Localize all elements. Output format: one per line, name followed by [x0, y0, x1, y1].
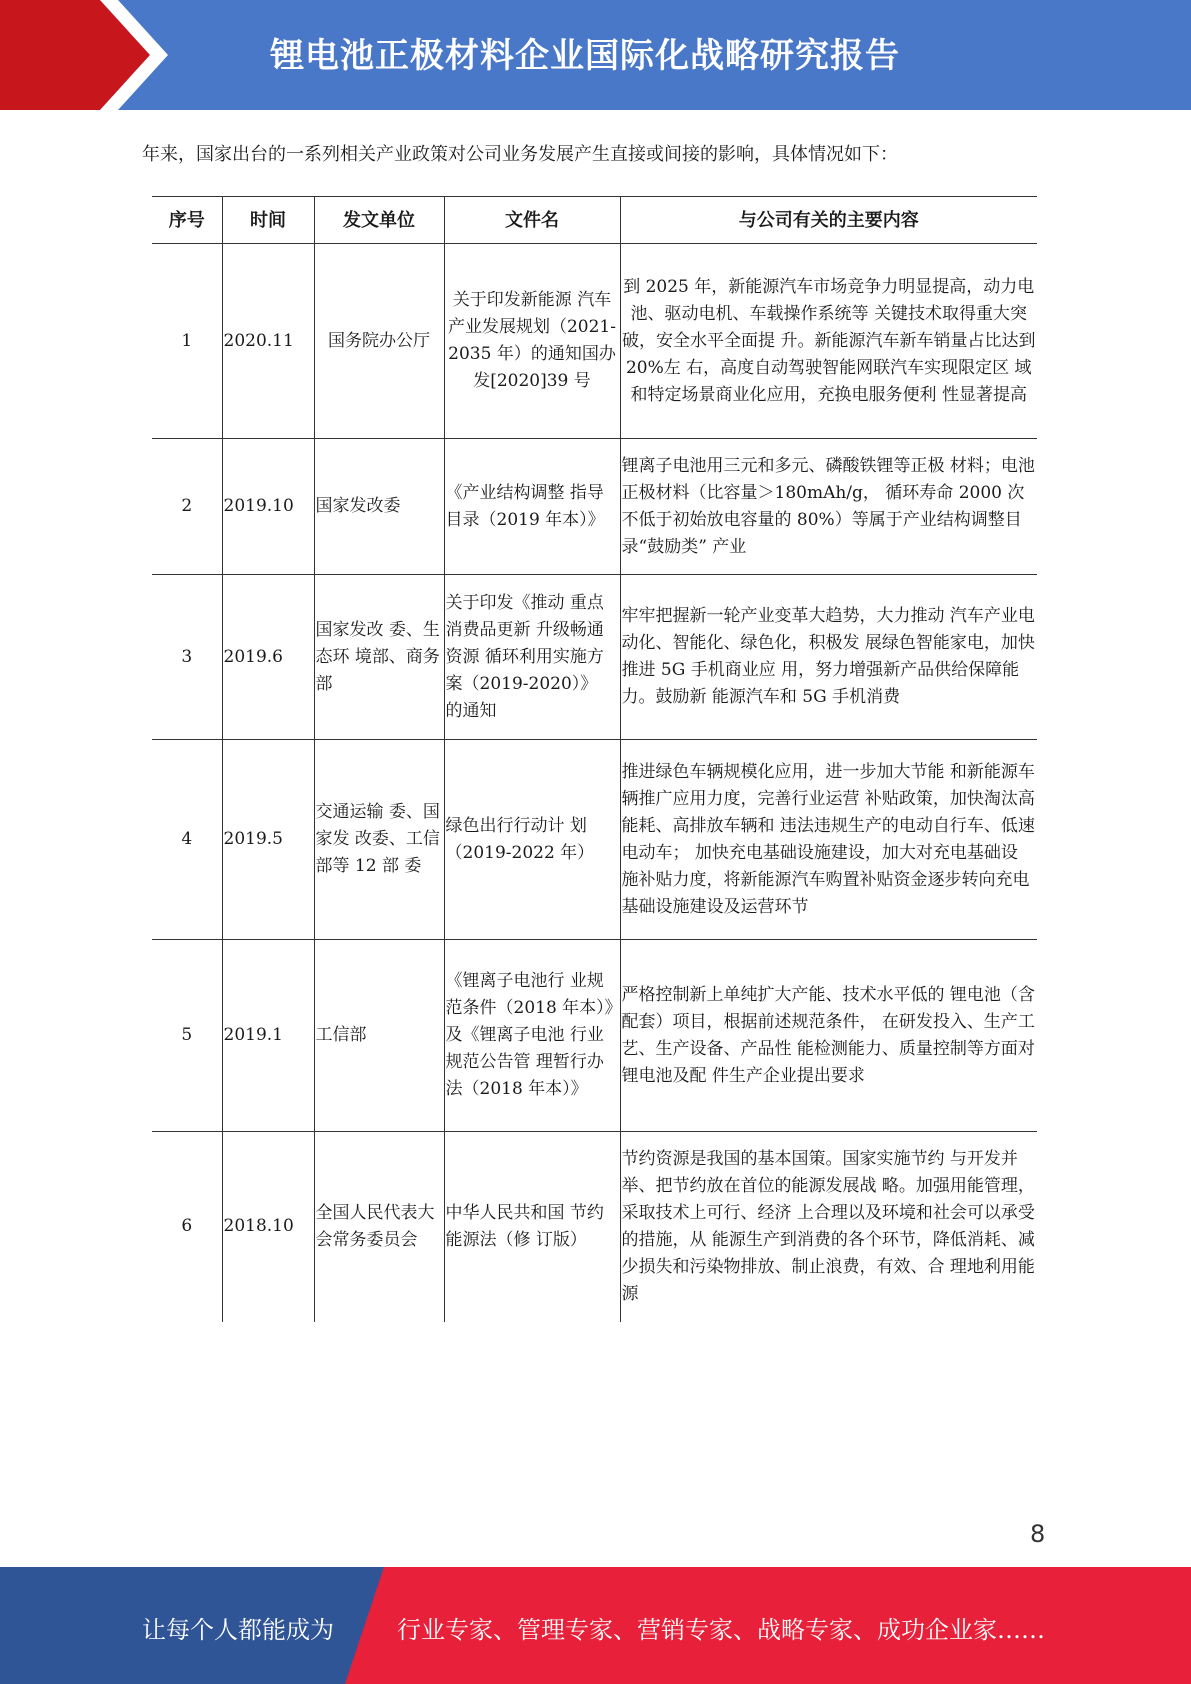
table-header-row	[152, 197, 1037, 244]
table-row	[152, 439, 1037, 575]
cell-no: 5	[152, 940, 222, 1132]
cell-content: 推进绿色车辆规模化应用，进一步加大节能 和新能源车辆推广应用力度，完善行业运营 补贴政策，加快淘汰高能耗、高排放车辆和 违法违规生产的电动自行车、低速电动车； 加快充电基础设施建设，加大对充电基础设 施补贴力度，将新能源汽车购置补贴资金逐步转向充电基础设施建设及运营环节	[620, 740, 1037, 940]
header-issuer: 发文单位	[314, 197, 444, 244]
table-row	[152, 940, 1037, 1132]
cell-issuer: 国家发改委	[314, 439, 444, 575]
footer-slogan-left: 让每个人都能成为	[142, 1616, 334, 1644]
table-row	[152, 1132, 1037, 1322]
header-doc: 文件名	[444, 197, 620, 244]
report-title: 锂电池正极材料企业国际化战略研究报告	[270, 36, 900, 76]
cell-date: 2018.10	[222, 1132, 314, 1322]
cell-issuer: 交通运输 委、国家发 改委、工信 部等 12 部 委	[314, 740, 444, 940]
cell-no: 3	[152, 575, 222, 740]
table-row	[152, 244, 1037, 439]
cell-doc: 中华人民共和国 节约能源法（修 订版）	[444, 1132, 620, 1322]
cell-content: 节约资源是我国的基本国策。国家实施节约 与开发并举、把节约放在首位的能源发展战 略。加强用能管理，采取技术上可行、经济 上合理以及环境和社会可以承受的措施，从 能源生产到消费的各个环节，降低消耗、减 少损失和污染物排放、制止浪费，有效、合 理地利用能源	[620, 1132, 1037, 1322]
cell-content: 牢牢把握新一轮产业变革大趋势，大力推动 汽车产业电动化、智能化、绿色化，积极发 展绿色智能家电，加快推进 5G 手机商业应 用，努力增强新产品供给保障能力。鼓励新 能源汽车和 5G 手机消费	[620, 575, 1037, 740]
cell-content: 到 2025 年，新能源汽车市场竞争力明显提高，动力电池、驱动电机、车载操作系统等 关键技术取得重大突破，安全水平全面提 升。新能源汽车新车销量占比达到 20%左 右，高度自动驾驶智能网联汽车实现限定区 域和特定场景商业化应用，充换电服务便利 性显著提高	[620, 244, 1037, 439]
table-row	[152, 575, 1037, 740]
cell-date: 2019.5	[222, 740, 314, 940]
cell-no: 1	[152, 244, 222, 439]
cell-date: 2019.1	[222, 940, 314, 1132]
header-no: 序号	[152, 197, 222, 244]
page-number: 8	[1030, 1520, 1046, 1548]
cell-issuer: 工信部	[314, 940, 444, 1132]
cell-no: 2	[152, 439, 222, 575]
cell-no: 4	[152, 740, 222, 940]
cell-date: 2019.6	[222, 575, 314, 740]
cell-content: 严格控制新上单纯扩大产能、技术水平低的 锂电池（含配套）项目，根据前述规范条件， 在研发投入、生产工艺、生产设备、产品性 能检测能力、质量控制等方面对锂电池及配 件生产企业提出要求	[620, 940, 1037, 1132]
cell-issuer: 国务院办公厅	[314, 244, 444, 439]
cell-doc: 关于印发新能源 汽车产业发展规划（2021-2035 年）的通知国办 发[2020]39 号	[444, 244, 620, 439]
intro-text: 年来，国家出台的一系列相关产业政策对公司业务发展产生直接或间接的影响，具体情况如下：	[142, 144, 898, 165]
cell-content: 锂离子电池用三元和多元、磷酸铁锂等正极 材料；电池正极材料（比容量＞180mAh/g， 循环寿命 2000 次不低于初始放电容量的 80%）等属于产业结构调整目录“鼓励类” 产业	[620, 439, 1037, 575]
table-row	[152, 740, 1037, 940]
cell-doc: 关于印发《推动 重点消费品更新 升级畅通资源 循环利用实施方 案（2019-2020）》 的通知	[444, 575, 620, 740]
header-arrow-graphic	[0, 0, 180, 110]
header-content: 与公司有关的主要内容	[620, 197, 1037, 244]
cell-date: 2020.11	[222, 244, 314, 439]
header-date: 时间	[222, 197, 314, 244]
cell-doc: 《产业结构调整 指导目录（2019 年本）》	[444, 439, 620, 575]
cell-no: 6	[181, 1216, 193, 1237]
cell-date: 2019.10	[222, 439, 314, 575]
cell-doc: 《锂离子电池行 业规范条件（2018 年本）》及《锂离子电池 行业规范公告管 理暂行办法（2018 年本）》	[444, 940, 620, 1132]
policy-table	[152, 196, 1037, 1322]
cell-issuer: 全国人民代表大会常务委员会	[314, 1132, 444, 1322]
cell-issuer: 国家发改 委、生态环 境部、商务 部	[314, 575, 444, 740]
cell-doc: 绿色出行行动计 划（2019-2022 年）	[444, 740, 620, 940]
footer-slogan-right: 行业专家、管理专家、营销专家、战略专家、成功企业家……	[397, 1616, 1045, 1644]
